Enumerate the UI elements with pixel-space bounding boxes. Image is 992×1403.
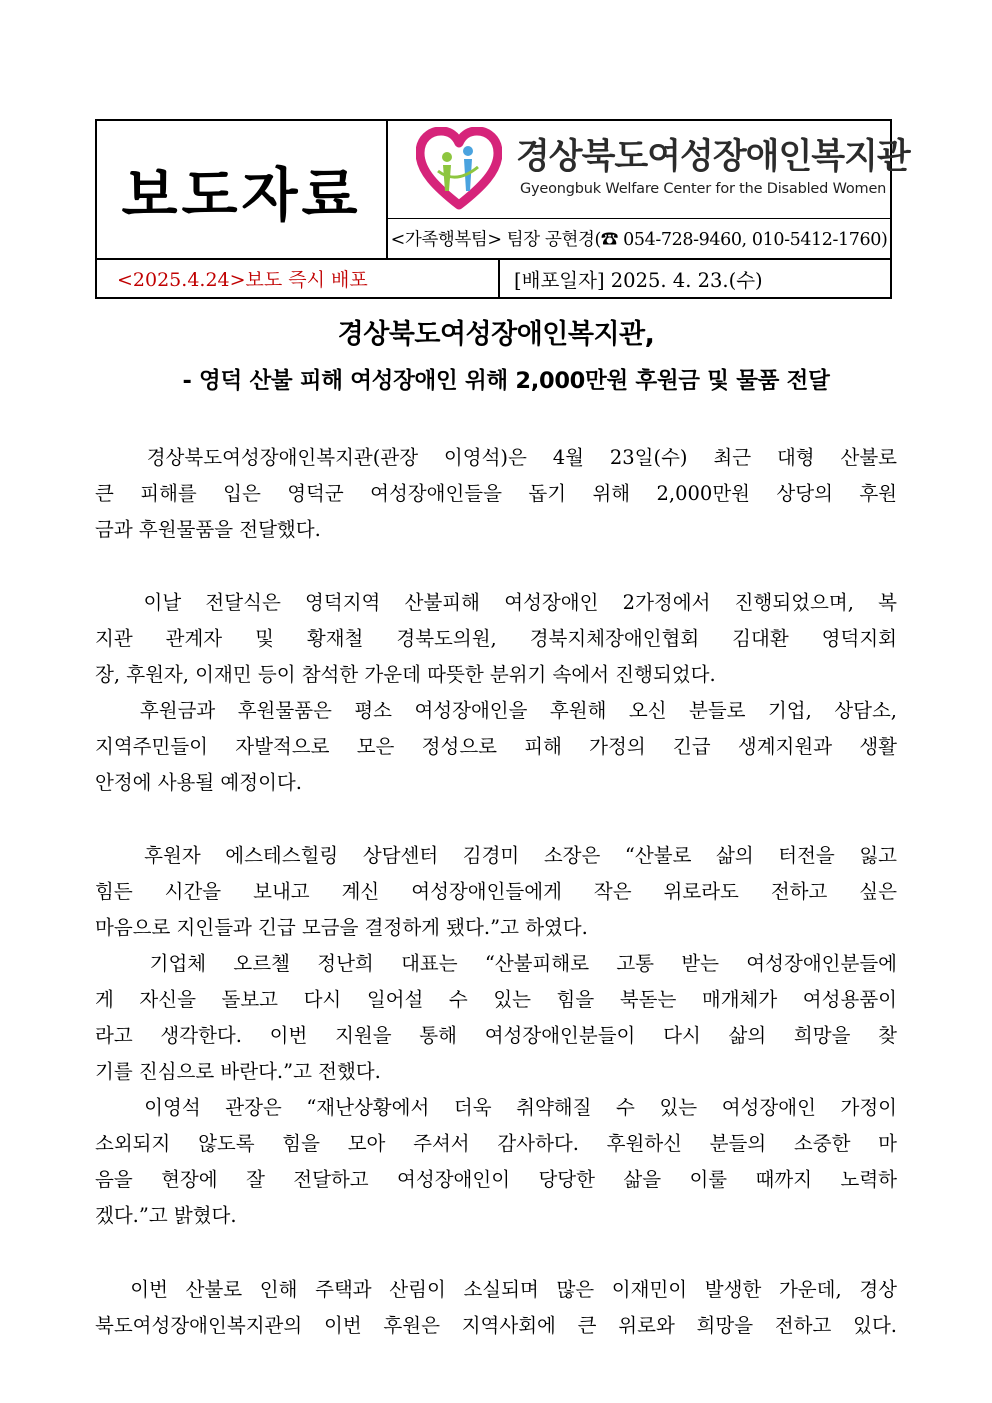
body-paragraph-2 [95,585,897,693]
body-line: 후원금과 후원물품은 평소 여성장애인을 후원해 오신 분들로 기업, 상담소, [95,699,897,722]
body-paragraph-5 [95,946,897,1090]
contact-info: <가족행복팀> 팀장 공현경(☎ 054-728-9460, 010-5412-1760) [390,230,888,250]
body-line: 겠다.”고 밝혔다. [95,1204,237,1227]
body-line: 힘든 시간을 보내고 계신 여성장애인들에게 작은 위로라도 전하고 싶은 [95,880,897,903]
body-line: 소외되지 않도록 힘을 모아 주셔서 감사하다. 후원하신 분들의 소중한 마 [95,1132,897,1155]
body-line: 북도여성장애인복지관의 이번 후원은 지역사회에 큰 위로와 희망을 전하고 있다. [95,1314,897,1337]
body-line: 음을 현장에 잘 전달하고 여성장애인이 당당한 삶을 이룰 때까지 노력하 [95,1168,897,1191]
press-release-title: 보도자료 [121,160,362,229]
body-line: 이날 전달식은 영덕지역 산불피해 여성장애인 2가정에서 진행되었으며, 복 [95,591,897,614]
body-line: 장, 후원자, 이재민 등이 참석한 가운데 따뜻한 분위기 속에서 진행되었다. [95,663,716,686]
body-paragraph-1 [95,440,897,548]
body-line: 게 자신을 돌보고 다시 일어설 수 있는 힘을 북돋는 매개체가 여성용품이 [95,988,897,1011]
headline-subtitle: - 영덕 산불 피해 여성장애인 위해 2,000만원 후원금 및 물품 전달 [182,368,830,394]
body-paragraph-3 [95,693,897,801]
press-release-title-cell [97,121,388,258]
body-paragraph-6 [95,1090,897,1234]
body-line: 후원자 에스테스힐링 상담센터 김경미 소장은 “산불로 삶의 터전을 잃고 [95,844,897,867]
distribution-date: [배포일자] 2025. 4. 23.(수) [514,268,763,292]
body-line: 안정에 사용될 예정이다. [95,771,302,794]
body-line: 마음으로 지인들과 긴급 모금을 결정하게 됐다.”고 하였다. [95,916,588,939]
heart-logo-icon [416,127,502,211]
body-line: 이영석 관장은 “재난상황에서 더욱 취약해질 수 있는 여성장애인 가정이 [95,1096,897,1119]
body-paragraph-4 [95,838,897,946]
body-line: 라고 생각한다. 이번 지원을 통해 여성장애인분들이 다시 삶의 희망을 찾 [95,1024,897,1047]
org-name-korean: 경상북도여성장애인복지관 [516,137,910,177]
org-logo-cell [388,121,910,219]
body-line: 이번 산불로 인해 주택과 산림이 소실되며 많은 이재민이 발생한 가운데, 경상 [95,1278,897,1301]
body-line: 기업체 오르첼 정난희 대표는 “산불피해로 고통 받는 여성장애인분들에 [95,952,897,975]
org-name-english: Gyeongbuk Welfare Center for the Disabled Women [520,181,887,197]
body-line: 지역주민들이 자발적으로 모은 정성으로 피해 가정의 긴급 생계지원과 생활 [95,735,897,758]
body-line: 기를 진심으로 바란다.”고 전했다. [95,1060,381,1083]
header-table [95,119,910,299]
body-line: 큰 피해를 입은 영덕군 여성장애인들을 돕기 위해 2,000만원 상당의 후원 [95,482,897,505]
body-paragraph-7 [95,1272,897,1344]
release-notice: <2025.4.24>보도 즉시 배포 [97,260,500,297]
body-line: 경상북도여성장애인복지관(관장 이영석)은 4월 23일(수) 최근 대형 산불로 [95,446,897,469]
headline-title: 경상북도여성장애인복지관, [337,319,655,350]
body-line: 지관 관계자 및 황재철 경북도의원, 경북지체장애인협회 김대환 영덕지회 [95,627,897,650]
body-line: 금과 후원물품을 전달했다. [95,518,321,541]
